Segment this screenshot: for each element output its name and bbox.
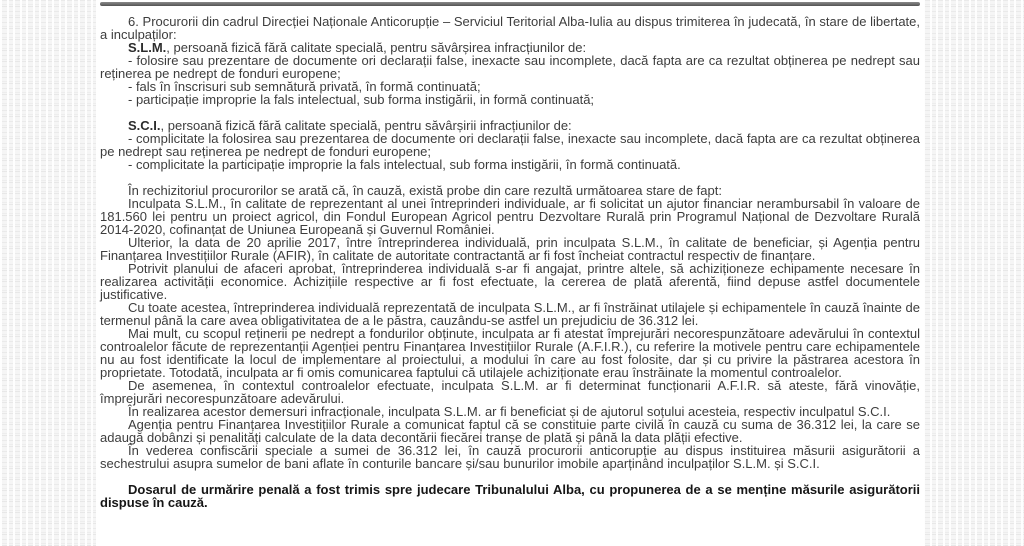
paragraph-text: - folosire sau prezentare de documente ori declarații false, inexacte sau incomplete, dacă fapta are ca rezultat obținerea pe nedrept sau reținerea pe nedrept de fonduri europene;: [100, 53, 920, 81]
paragraph-text: 6. Procurorii din cadrul Direcției Naționale Anticorupție – Serviciul Teritorial Alba-Iulia au dispus trimiterea în judecată, în stare de libertate, a inculpaților:: [100, 14, 920, 42]
paragraph-text: Mai mult, cu scopul reținerii pe nedrept a fondurilor obținute, inculpata ar fi atestat împrejurări necorespunzătoare adevărului în contextul controalelor făcute de reprezentanții Agenției pentru Finanțarea Investițiilor Rurale (A.F.I.R.), cu referire la motivele pentru care echipamentele nu au fost identificate la locul de implementare al proiectului, a modului în care au fost folosite, dar și cu privire la păstrarea acestora în proprietate. Totodată, inculpata ar fi omis comunicarea faptului că utilajele achiziționate erau înstrăinate la momentul controalelor.: [100, 326, 920, 380]
paragraph-text: Cu toate acestea, întreprinderea individuală reprezentată de inculpata S.L.M., ar fi înstrăinat utilajele și echipamentele în cauză înainte de termenul până la care avea obligativitatea de a le păstra, cauzându-se astfel un prejudiciu de 36.312 lei.: [100, 300, 920, 328]
paragraph-text: , persoană fizică fără calitate specială, pentru săvârșirii infracțiunilor de:: [160, 118, 572, 133]
paragraph: [100, 15, 920, 41]
paragraph-text: De asemenea, în contextul controalelor efectuate, inculpata S.L.M. ar fi determinat funcționarii A.F.I.R. să ateste, fără vinovăție, împrejurări necorespunzătoare adevărului.: [100, 378, 920, 406]
paragraph: [100, 444, 920, 470]
document-body: [100, 15, 920, 509]
paragraph-text: Dosarul de urmărire penală a fost trimis spre judecare Tribunalului Alba, cu propunerea de a se menține măsurile asigurătorii dispuse în cauză.: [100, 482, 920, 510]
paragraph-text: - fals în înscrisuri sub semnătură privată, în formă continuată;: [128, 79, 481, 94]
paragraph-text: - complicitate la participație improprie la fals intelectual, sub forma instigării, în formă continuată.: [128, 157, 681, 172]
paragraph: [100, 483, 920, 509]
paragraph: [100, 379, 920, 405]
top-divider-rule: [100, 2, 920, 6]
paragraph: [100, 418, 920, 444]
paragraph-text: Ulterior, la data de 20 aprilie 2017, între întreprinderea individuală, prin inculpata S.L.M., în calitate de beneficiar, și Agenția pentru Finanțarea Investițiilor Rurale (AFIR), în calitate de autoritate contractantă ar fi fost încheiat contractul respectiv de finanțare.: [100, 235, 920, 263]
paragraph: [100, 301, 920, 327]
paragraph-text: , persoană fizică fără calitate specială, pentru săvârșirea infracțiunilor de:: [166, 40, 587, 55]
paragraph-text: - complicitate la folosirea sau prezentarea de documente ori declarații false, inexacte sau incomplete, dacă fapta are ca rezultat obținerea pe nedrept sau reținerea pe nedrept de fonduri europene;: [100, 131, 920, 159]
paragraph: [100, 54, 920, 80]
paragraph-text: - participație improprie la fals intelectual, sub forma instigării, in formă continuată;: [128, 92, 595, 107]
paragraph: [100, 93, 920, 106]
defendant-initials: S.C.I.: [128, 118, 161, 133]
paragraph-text: În realizarea acestor demersuri infracționale, inculpata S.L.M. ar fi beneficiat și de ajutorul soțului acesteia, respectiv inculpatul S.C.I.: [128, 404, 891, 419]
defendant-initials: S.L.M.: [128, 40, 167, 55]
paragraph-text: În rechizitoriul procurorilor se arată că, în cauză, există probe din care rezultă următoarea stare de fapt:: [128, 183, 722, 198]
paragraph-text: Potrivit planului de afaceri aprobat, întreprinderea individuală s-ar fi angajat, printre altele, să achiziționeze echipamente necesare în realizarea activității economice. Achizițiile respective ar fi fost efectuate, la cererea de plată aferentă, fiind depuse astfel documentele justificative.: [100, 261, 920, 302]
paragraph: [100, 158, 920, 171]
paragraph: [100, 132, 920, 158]
paragraph: [100, 327, 920, 379]
paragraph: [100, 262, 920, 301]
paragraph-text: Agenția pentru Finanțarea Investițiilor Rurale a comunicat faptul că se constituie parte civilă în cauză cu suma de 36.312 lei, la care se adaugă dobânzi și penalități calculate de la data decontării fiecărei tranșe de plată și până la data plății efective.: [100, 417, 920, 445]
paragraph-text: În vederea confiscării speciale a sumei de 36.312 lei, în cauză procurorii anticorupție au dispus instituirea măsurii asigurătorii a sechestrului asupra sumelor de bani aflate în conturile bancare și/sau bunurilor imobile aparținând inculpaților S.L.M. și S.C.I.: [100, 443, 920, 471]
paragraph: [100, 197, 920, 236]
paragraph-text: Inculpata S.L.M., în calitate de reprezentant al unei întreprinderi individuale, ar fi solicitat un ajutor financiar nerambursabil în valoare de 181.560 lei pentru un proiect agricol, din Fondul European Agricol pentru Dezvoltare Rurală prin Programul Național de Dezvoltare Rurală 2014-2020, cofinanțat de Uniunea Europeană și Guvernul României.: [100, 196, 920, 237]
paragraph: [100, 236, 920, 262]
document-panel: [96, 0, 924, 546]
